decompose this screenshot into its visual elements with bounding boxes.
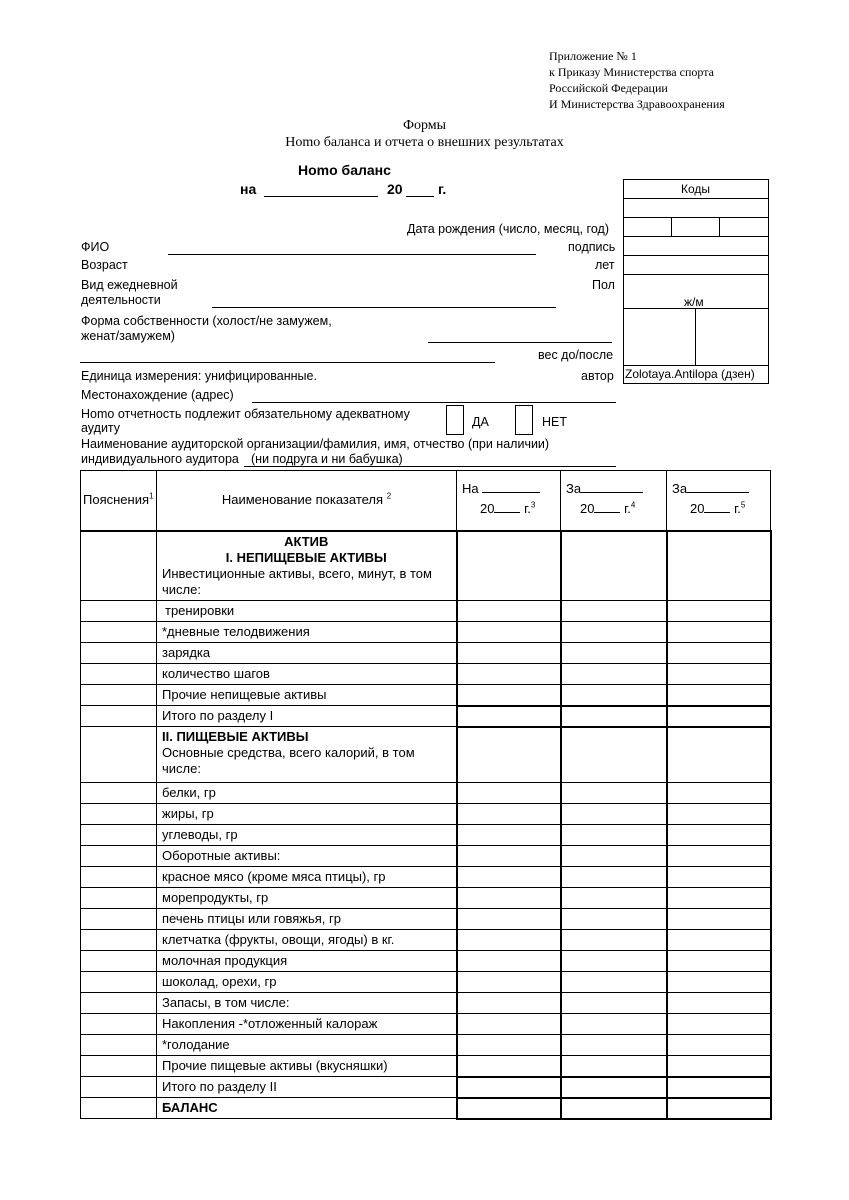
author-label: автор xyxy=(581,369,614,383)
notes-cell[interactable] xyxy=(81,951,157,972)
table-row xyxy=(81,601,771,622)
value-cell[interactable] xyxy=(561,930,667,951)
birth-date-label: Дата рождения (число, месяц, год) xyxy=(407,222,609,236)
location-underline[interactable] xyxy=(252,402,616,403)
value-cell[interactable] xyxy=(457,825,561,846)
indicator-name: Запасы, в том числе: xyxy=(157,993,457,1014)
value-cell[interactable] xyxy=(667,622,771,643)
value-cell[interactable] xyxy=(457,909,561,930)
indicator-name: печень птицы или говяжья, гр xyxy=(157,909,457,930)
ownership-underline[interactable] xyxy=(428,342,612,343)
gender-value: ж/м xyxy=(684,295,704,309)
value-cell[interactable] xyxy=(457,601,561,622)
value-cell[interactable] xyxy=(457,867,561,888)
auditor-label-1: Наименование аудиторской организации/фамилия, имя, отчество (при наличии) xyxy=(81,437,550,451)
indicator-name: *голодание xyxy=(157,1035,457,1056)
value-cell[interactable] xyxy=(667,1077,771,1098)
table-row xyxy=(81,783,771,804)
col-notes-header: Пояснения$^1$ xyxy=(81,471,157,531)
indicator-name: жиры, гр xyxy=(157,804,457,825)
value-cell[interactable] xyxy=(561,531,667,601)
value-cell[interactable] xyxy=(667,643,771,664)
indicator-name: Итого по разделу II xyxy=(157,1077,457,1098)
section-1-title: I. НЕПИЩЕВЫЕ АКТИВЫ xyxy=(225,549,387,565)
codes-box xyxy=(623,179,769,384)
value-cell[interactable] xyxy=(667,867,771,888)
table-row xyxy=(81,909,771,930)
table-row xyxy=(81,930,771,951)
col-period-4-header: За 20 г.$^4$ xyxy=(561,471,667,531)
indicator-name: количество шагов xyxy=(157,664,457,685)
year-underline[interactable] xyxy=(406,196,434,197)
value-cell[interactable] xyxy=(561,846,667,867)
value-cell[interactable] xyxy=(561,622,667,643)
annex-line: Российской Федерации xyxy=(549,81,668,95)
value-cell[interactable] xyxy=(667,951,771,972)
value-cell[interactable] xyxy=(561,867,667,888)
table-row xyxy=(81,972,771,993)
section-2-description: Основные средства, всего калорий, в том числе: xyxy=(162,745,415,776)
value-cell[interactable] xyxy=(457,951,561,972)
table-row xyxy=(81,685,771,706)
value-cell[interactable] xyxy=(561,993,667,1014)
indicator-name: красное мясо (кроме мяса птицы), гр xyxy=(157,867,457,888)
value-cell[interactable] xyxy=(667,1014,771,1035)
value-cell[interactable] xyxy=(457,993,561,1014)
value-cell[interactable] xyxy=(561,951,667,972)
ownership-underline-2[interactable] xyxy=(80,362,495,363)
notes-cell[interactable] xyxy=(81,622,157,643)
value-cell[interactable] xyxy=(561,783,667,804)
table-row xyxy=(81,888,771,909)
value-cell[interactable] xyxy=(667,727,771,783)
fio-underline[interactable] xyxy=(168,254,536,255)
notes-cell[interactable] xyxy=(81,1056,157,1077)
table-row xyxy=(81,1035,771,1056)
notes-cell[interactable] xyxy=(81,972,157,993)
table-row xyxy=(81,643,771,664)
table-row xyxy=(81,622,771,643)
table-row xyxy=(81,825,771,846)
notes-cell[interactable] xyxy=(81,706,157,727)
notes-cell[interactable] xyxy=(81,1014,157,1035)
audit-no-label: НЕТ xyxy=(542,415,567,429)
section-2-header xyxy=(157,727,457,783)
col-name-header: Наименование показателя $^2$ xyxy=(157,471,457,531)
notes-cell[interactable] xyxy=(81,727,157,783)
audit-yes-checkbox[interactable] xyxy=(446,405,464,435)
indicator-name: зарядка xyxy=(157,643,457,664)
notes-cell[interactable] xyxy=(81,846,157,867)
unit-label: Единица измерения: унифицированные. xyxy=(81,369,317,383)
notes-cell[interactable] xyxy=(81,643,157,664)
value-cell[interactable] xyxy=(667,664,771,685)
indicator-name: Прочие непищевые активы xyxy=(157,685,457,706)
notes-cell[interactable] xyxy=(81,1077,157,1098)
location-label: Местонахождение (адрес) xyxy=(81,388,234,402)
section-1-header-row xyxy=(81,531,771,601)
activity-underline[interactable] xyxy=(212,307,556,308)
notes-cell[interactable] xyxy=(81,1098,157,1119)
table-row xyxy=(81,1056,771,1077)
value-cell[interactable] xyxy=(667,888,771,909)
annex-block xyxy=(549,48,725,112)
value-cell[interactable] xyxy=(667,909,771,930)
value-cell[interactable] xyxy=(457,622,561,643)
indicator-name: Итого по разделу I xyxy=(157,706,457,727)
indicator-name: морепродукты, гр xyxy=(157,888,457,909)
ownership-label-1: Форма собственности (холост/не замужем, xyxy=(81,314,332,328)
audit-no-checkbox[interactable] xyxy=(515,405,533,435)
section-2-title: II. ПИЩЕВЫЕ АКТИВЫ xyxy=(162,729,309,744)
value-cell[interactable] xyxy=(457,783,561,804)
indicator-name: Оборотные активы: xyxy=(157,846,457,867)
col-period-3-header: На 20 г.$^3$ xyxy=(457,471,561,531)
value-cell[interactable] xyxy=(667,706,771,727)
value-cell[interactable] xyxy=(457,1035,561,1056)
annex-line: И Министерства Здравоохранения xyxy=(549,97,725,111)
table-row xyxy=(81,846,771,867)
value-cell[interactable] xyxy=(561,972,667,993)
forms-heading: Формы xyxy=(402,118,447,133)
indicator-name: углеводы, гр xyxy=(157,825,457,846)
value-cell[interactable] xyxy=(667,993,771,1014)
value-cell[interactable] xyxy=(457,706,561,727)
value-cell[interactable] xyxy=(457,804,561,825)
audit-yes-label: ДА xyxy=(472,415,489,429)
notes-cell[interactable] xyxy=(81,825,157,846)
indicator-name: БАЛАНС xyxy=(157,1098,457,1119)
value-cell[interactable] xyxy=(457,531,561,601)
value-cell[interactable] xyxy=(667,685,771,706)
value-cell[interactable] xyxy=(667,930,771,951)
notes-cell[interactable] xyxy=(81,867,157,888)
value-cell[interactable] xyxy=(561,825,667,846)
value-cell[interactable] xyxy=(561,1014,667,1035)
value-cell[interactable] xyxy=(561,601,667,622)
indicator-name: *дневные телодвижения xyxy=(157,622,457,643)
value-cell[interactable] xyxy=(457,972,561,993)
section-1-header xyxy=(157,531,457,601)
indicator-name: Прочие пищевые активы (вкусняшки) xyxy=(157,1056,457,1077)
notes-cell[interactable] xyxy=(81,685,157,706)
value-cell[interactable] xyxy=(561,1077,667,1098)
section-2-header-row xyxy=(81,727,771,783)
balance-table xyxy=(80,470,772,1120)
section-aktiv-title: АКТИВ xyxy=(284,533,329,549)
indicator-name: тренировки xyxy=(157,601,457,622)
value-cell[interactable] xyxy=(457,685,561,706)
indicator-name: Накопления -*отложенный калораж xyxy=(157,1014,457,1035)
value-cell[interactable] xyxy=(561,804,667,825)
notes-cell[interactable] xyxy=(81,930,157,951)
date-na-label: на xyxy=(240,181,257,197)
gender-label: Пол xyxy=(592,278,615,292)
value-cell[interactable] xyxy=(457,930,561,951)
activity-label-1: Вид ежедневной xyxy=(81,278,178,292)
forms-subtitle: Homo баланса и отчета о внешних результатах xyxy=(285,135,564,150)
annex-line: Приложение № 1 xyxy=(549,49,637,63)
value-cell[interactable] xyxy=(667,972,771,993)
value-cell[interactable] xyxy=(667,1056,771,1077)
value-cell[interactable] xyxy=(667,601,771,622)
table-row xyxy=(81,1077,771,1098)
auditor-value: (ни подруга и ни бабушка) xyxy=(251,452,403,466)
table-row xyxy=(81,706,771,727)
years-label: лет xyxy=(595,258,615,272)
value-cell[interactable] xyxy=(561,706,667,727)
value-cell[interactable] xyxy=(457,846,561,867)
table-row xyxy=(81,867,771,888)
value-cell[interactable] xyxy=(561,909,667,930)
audit-label-1: Homo отчетность подлежит обязательному адекватному xyxy=(81,407,410,421)
year-suffix: г. xyxy=(438,181,447,197)
value-cell[interactable] xyxy=(561,888,667,909)
activity-label-2: деятельности xyxy=(81,293,161,307)
auditor-label-2: индивидуального аудитора xyxy=(81,452,239,466)
value-cell[interactable] xyxy=(667,531,771,601)
codes-label: Коды xyxy=(680,182,711,196)
table-row xyxy=(81,1014,771,1035)
table-row xyxy=(81,1098,771,1119)
year-prefix: 20 xyxy=(387,181,403,197)
value-cell[interactable] xyxy=(667,1035,771,1056)
notes-cell[interactable] xyxy=(81,888,157,909)
section-1-description: Инвестиционные активы, всего, минут, в том числе: xyxy=(162,565,432,597)
value-cell[interactable] xyxy=(561,727,667,783)
value-cell[interactable] xyxy=(457,727,561,783)
indicator-name: шоколад, орехи, гр xyxy=(157,972,457,993)
table-row xyxy=(81,664,771,685)
col-period-5-header: За 20 г.$^5$ xyxy=(667,471,771,531)
value-cell[interactable] xyxy=(457,664,561,685)
value-cell[interactable] xyxy=(561,1035,667,1056)
notes-cell[interactable] xyxy=(81,1035,157,1056)
value-cell[interactable] xyxy=(667,846,771,867)
notes-cell[interactable] xyxy=(81,531,157,601)
value-cell[interactable] xyxy=(457,888,561,909)
table-row xyxy=(81,804,771,825)
value-cell[interactable] xyxy=(667,783,771,804)
author-value: Zolotaya.Antilopa (дзен) xyxy=(625,367,755,381)
notes-cell[interactable] xyxy=(81,993,157,1014)
table-row xyxy=(81,951,771,972)
value-cell[interactable] xyxy=(457,1014,561,1035)
indicator-name: белки, гр xyxy=(157,783,457,804)
signature-label: подпись xyxy=(568,240,616,254)
value-cell[interactable] xyxy=(561,664,667,685)
indicator-name: клетчатка (фрукты, овощи, ягоды) в кг. xyxy=(157,930,457,951)
table-header-row xyxy=(81,471,771,531)
indicator-name: молочная продукция xyxy=(157,951,457,972)
value-cell[interactable] xyxy=(561,1098,667,1119)
value-cell[interactable] xyxy=(667,804,771,825)
value-cell[interactable] xyxy=(667,1098,771,1119)
value-cell[interactable] xyxy=(457,643,561,664)
notes-cell[interactable] xyxy=(81,783,157,804)
ownership-label-2: женат/замужем) xyxy=(81,329,175,343)
value-cell[interactable] xyxy=(561,685,667,706)
annex-line: к Приказу Министерства спорта xyxy=(549,65,714,79)
weight-label: вес до/после xyxy=(538,348,614,362)
table-row xyxy=(81,993,771,1014)
value-cell[interactable] xyxy=(457,1077,561,1098)
date-underline[interactable] xyxy=(264,196,378,197)
page-title: Homo баланс xyxy=(298,162,391,178)
fio-label: ФИО xyxy=(81,240,110,254)
value-cell[interactable] xyxy=(457,1056,561,1077)
notes-cell[interactable] xyxy=(81,664,157,685)
value-cell[interactable] xyxy=(561,643,667,664)
notes-cell[interactable] xyxy=(81,909,157,930)
auditor-underline[interactable] xyxy=(244,466,616,467)
audit-label-2: аудиту xyxy=(81,421,121,435)
value-cell[interactable] xyxy=(457,1098,561,1119)
notes-cell[interactable] xyxy=(81,804,157,825)
notes-cell[interactable] xyxy=(81,601,157,622)
age-label: Возраст xyxy=(81,258,128,272)
value-cell[interactable] xyxy=(667,825,771,846)
value-cell[interactable] xyxy=(561,1056,667,1077)
